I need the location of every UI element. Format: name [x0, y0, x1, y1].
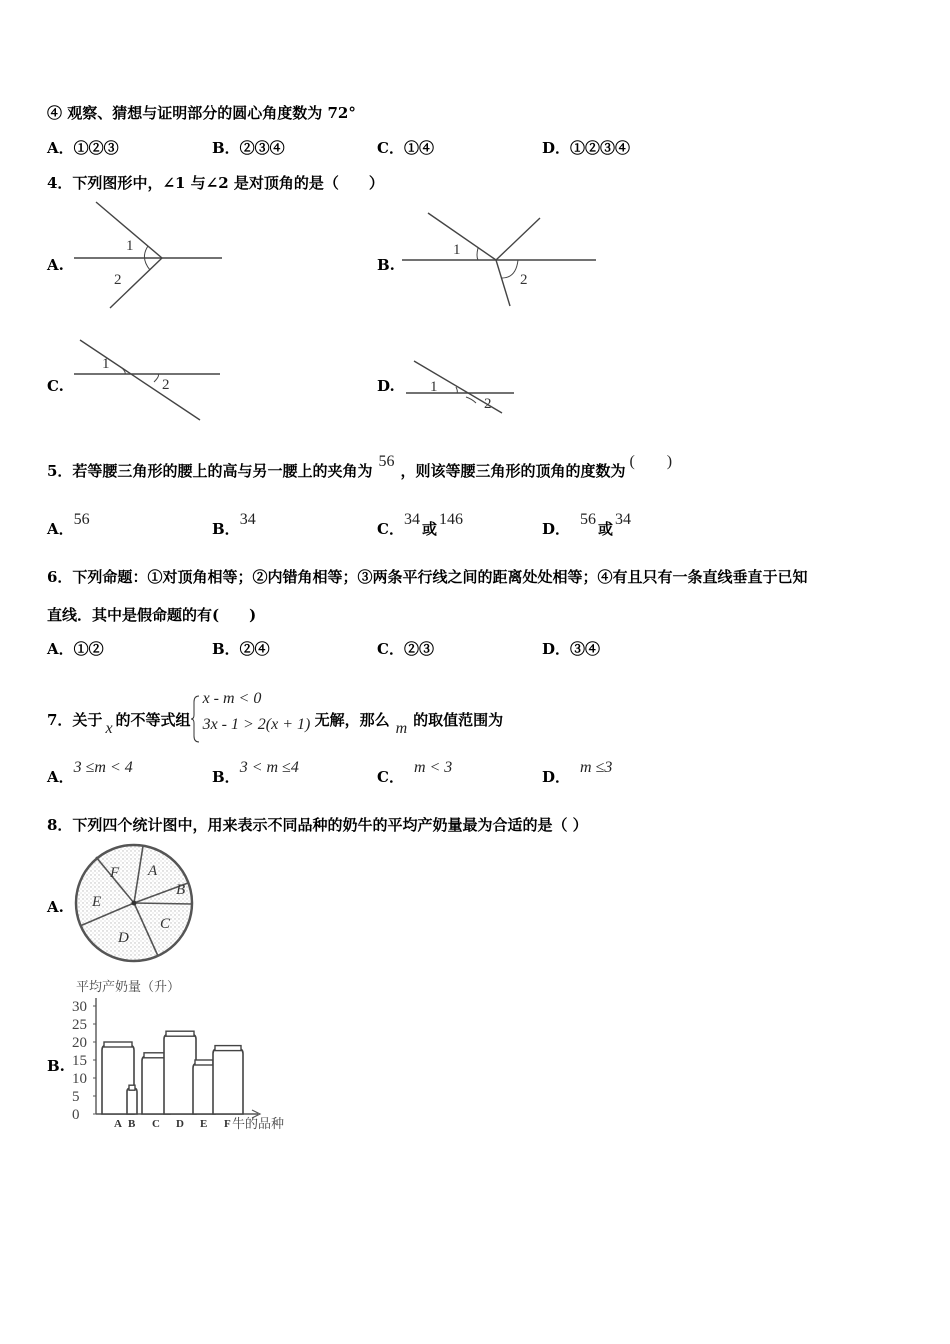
q4-option-a-label[interactable]: A.	[47, 256, 64, 274]
q5-option-a[interactable]: A．56	[47, 511, 90, 538]
q7-option-d[interactable]: D．m ≤3	[542, 759, 613, 786]
q8-pie-chart	[70, 842, 198, 964]
q7-var-m: m	[395, 720, 408, 737]
q4c-angle2-label: 2	[162, 377, 170, 393]
q4d-angle1-label: 1	[430, 379, 438, 395]
q3-option-b[interactable]: B．②③④	[212, 139, 285, 157]
pie-label-e: E	[92, 894, 102, 910]
bar-chart-ylabel: 平均产奶量（升）	[76, 979, 181, 994]
x-tick-label: C	[152, 1118, 160, 1130]
q4a-angle1-label: 1	[126, 238, 134, 254]
q7-inequality-1: x - m < 0	[202, 690, 262, 707]
q4-figure-b	[398, 208, 603, 313]
y-tick-label: 30	[72, 999, 87, 1015]
pie-label-d: D	[118, 930, 129, 946]
q7-inequality-system	[191, 690, 315, 744]
q6-option-b[interactable]: B．②④	[212, 640, 270, 658]
y-tick-label: 25	[72, 1017, 87, 1033]
q4b-angle2-label: 2	[520, 272, 528, 288]
x-tick-label: A	[114, 1118, 122, 1130]
q4-figure-c	[70, 334, 230, 426]
q5-option-d[interactable]: D．56或34	[542, 511, 632, 538]
x-tick-label: E	[200, 1118, 208, 1130]
q8-bar-chart	[70, 976, 310, 1134]
q7-option-a[interactable]: A．3 ≤m < 4	[47, 759, 133, 786]
pie-label-a: A	[148, 863, 158, 879]
q8-option-b-label[interactable]: B.	[47, 1057, 65, 1075]
q3-option-a[interactable]: A．①②③	[47, 139, 119, 157]
q6-stem-line1: 6．下列命题：①对顶角相等；②内错角相等；③两条平行线之间的距离处处相等；④有且只有一条直线垂直于已知	[47, 568, 808, 586]
q7-inequality-2: 3x - 1 > 2(x + 1)	[202, 716, 311, 733]
q8-option-a-label[interactable]: A.	[47, 898, 64, 916]
x-tick-label: D	[176, 1118, 184, 1130]
q5-stem-pre: 5．若等腰三角形的腰上的高与另一腰上的夹角为	[47, 462, 373, 480]
q3-option-d[interactable]: D．①②③④	[542, 139, 631, 157]
y-tick-label: 15	[72, 1053, 87, 1069]
bar-D	[164, 1031, 196, 1114]
bar-chart-xlabel: 牛的品种	[232, 1116, 285, 1131]
y-tick-label: 5	[72, 1089, 80, 1105]
pie-divider	[134, 903, 192, 904]
q7-option-b[interactable]: B．3 < m ≤4	[212, 759, 299, 786]
q8-stem: 8．下列四个统计图中，用来表示不同品种的奶牛的平均产奶量最为合适的是（ ）	[47, 816, 588, 834]
q4-stem: 4．下列图形中，∠1 与∠2 是对顶角的是（ ）	[47, 174, 384, 192]
q5-option-b[interactable]: B．34	[212, 511, 256, 538]
q6-option-d[interactable]: D．③④	[542, 640, 601, 658]
bar-F	[213, 1046, 243, 1114]
x-tick-label: F	[224, 1118, 231, 1130]
q6-stem-line2: 直线．其中是假命题的有( )	[47, 606, 257, 624]
pie-label-f: F	[110, 865, 120, 881]
pie-label-b: B	[176, 882, 186, 898]
q5-answer-paren: ( )	[629, 453, 673, 470]
q5-stem	[47, 453, 673, 481]
q4-option-b-label[interactable]: B.	[377, 256, 395, 274]
q5-stem-angle: 56	[378, 453, 395, 470]
q6-option-c[interactable]: C．②③	[377, 640, 434, 658]
y-tick-label: 0	[72, 1107, 80, 1123]
q4-figure-a	[70, 198, 230, 313]
x-tick-label: B	[128, 1118, 136, 1130]
q4a-angle2-label: 2	[114, 272, 122, 288]
q7-option-c[interactable]: C．m < 3	[377, 759, 453, 786]
q4c-angle1-label: 1	[102, 356, 110, 372]
q6-option-a[interactable]: A．①②	[47, 640, 104, 658]
q7-var-x: x	[105, 720, 113, 737]
y-tick-label: 20	[72, 1035, 87, 1051]
q4b-angle1-label: 1	[453, 242, 461, 258]
q5-option-c[interactable]: C．34或146	[377, 511, 463, 538]
q3-option-c[interactable]: C．①④	[377, 139, 434, 157]
pie-label-c: C	[160, 916, 171, 932]
q4-option-c-label[interactable]: C.	[47, 377, 64, 395]
q5-stem-post: ，则该等腰三角形的顶角的度数为	[400, 462, 626, 480]
bar-E	[193, 1060, 215, 1114]
q4d-angle2-label: 2	[484, 396, 492, 412]
q7-stem: 7．关于 x 的不等式组 x - m < 0 3x - 1 > 2(x + 1) 无解，那么 m 的取值范围为	[47, 696, 503, 746]
q4-figure-d	[402, 355, 520, 417]
y-tick-label: 10	[72, 1071, 87, 1087]
q4-option-d-label[interactable]: D.	[377, 377, 395, 395]
q7-brace	[191, 694, 201, 744]
q3-statement-4: ④ 观察、猜想与证明部分的圆心角度数为 72°	[47, 104, 356, 122]
bar-B	[127, 1085, 137, 1114]
